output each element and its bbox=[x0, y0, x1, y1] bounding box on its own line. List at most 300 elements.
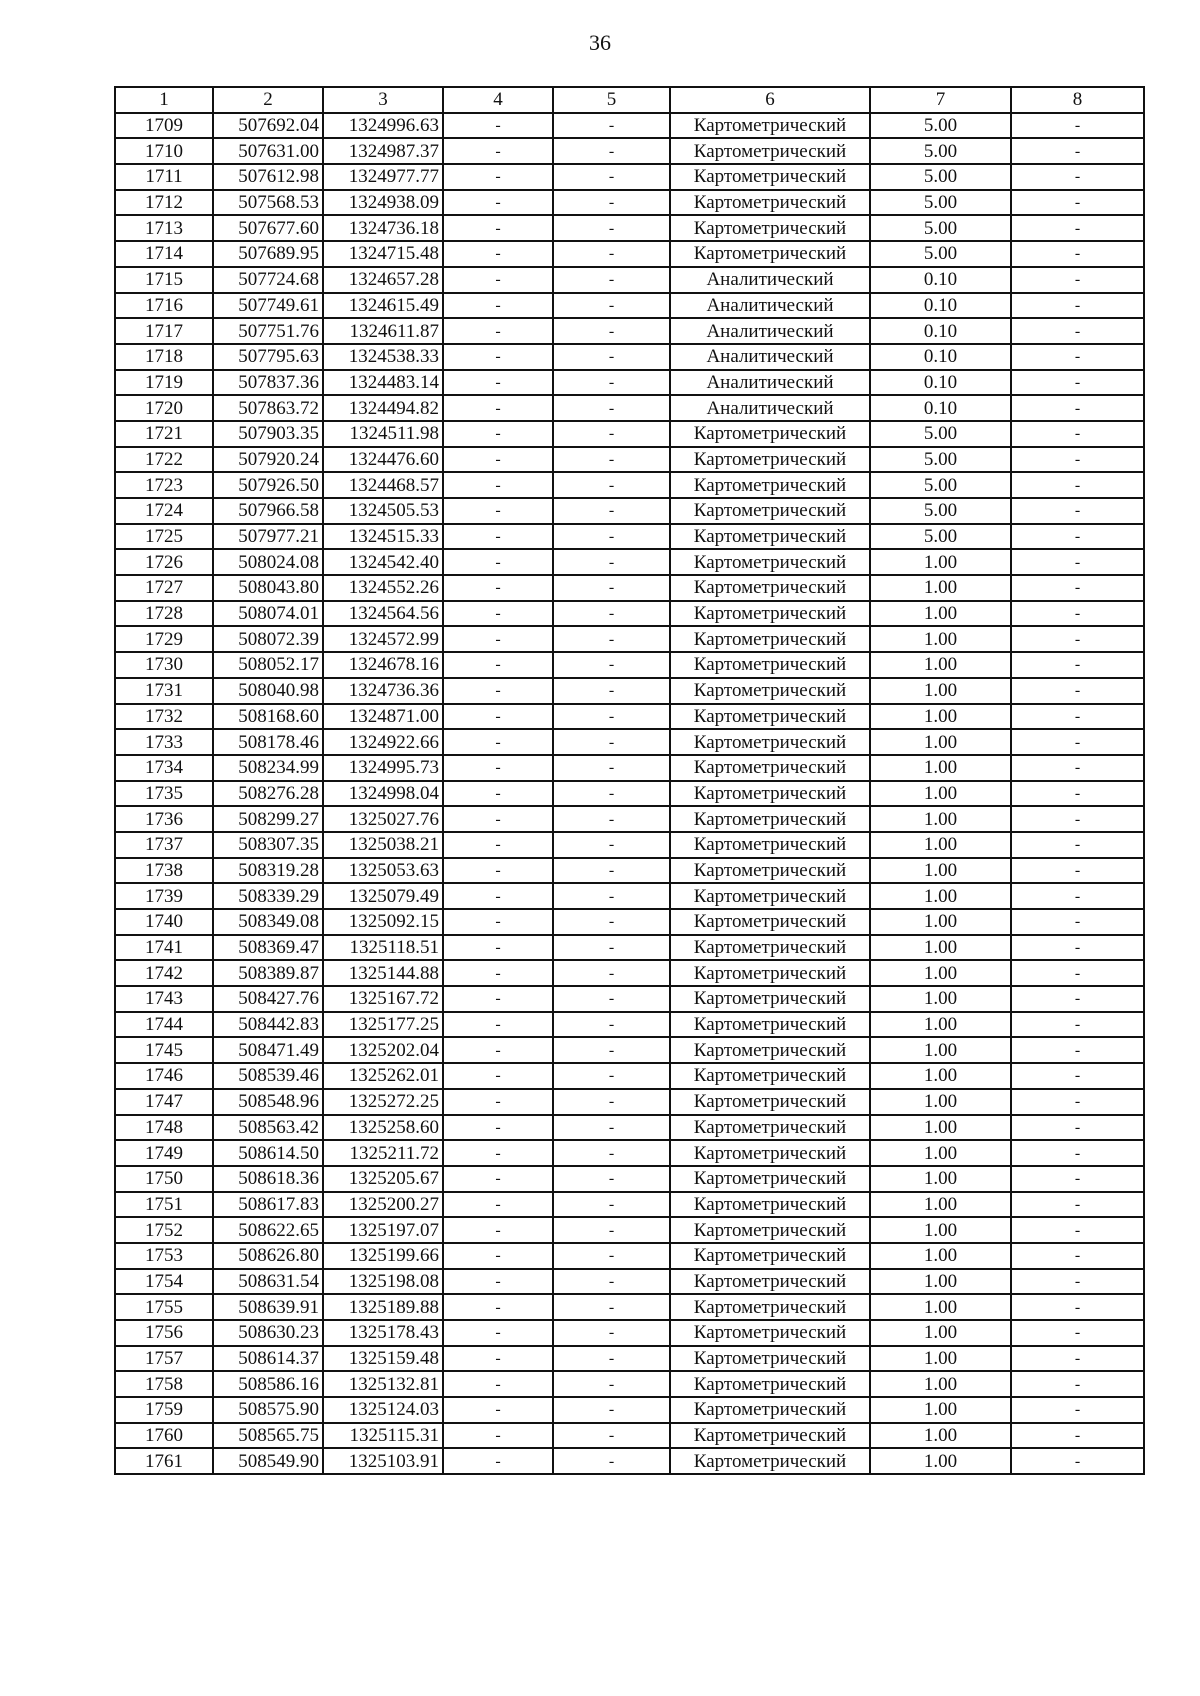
y-coordinate-cell: 1324871.00 bbox=[323, 704, 443, 730]
point-number-cell: 1719 bbox=[115, 370, 213, 396]
method-cell: Картометрический bbox=[670, 1166, 870, 1192]
col5-cell: - bbox=[553, 1346, 670, 1372]
x-coordinate-cell: 508548.96 bbox=[213, 1089, 323, 1115]
y-coordinate-cell: 1324611.87 bbox=[323, 318, 443, 344]
accuracy-cell: 1.00 bbox=[870, 704, 1011, 730]
point-number-cell: 1721 bbox=[115, 421, 213, 447]
table-row bbox=[115, 575, 1144, 601]
col8-cell: - bbox=[1011, 755, 1144, 781]
x-coordinate-cell: 508442.83 bbox=[213, 1012, 323, 1038]
y-coordinate-cell: 1324564.56 bbox=[323, 601, 443, 627]
accuracy-cell: 1.00 bbox=[870, 1012, 1011, 1038]
col8-cell: - bbox=[1011, 1371, 1144, 1397]
table-row bbox=[115, 1166, 1144, 1192]
y-coordinate-cell: 1325258.60 bbox=[323, 1115, 443, 1141]
point-number-cell: 1710 bbox=[115, 138, 213, 164]
method-cell: Картометрический bbox=[670, 549, 870, 575]
point-number-cell: 1728 bbox=[115, 601, 213, 627]
x-coordinate-cell: 507692.04 bbox=[213, 113, 323, 139]
y-coordinate-cell: 1325053.63 bbox=[323, 858, 443, 884]
accuracy-cell: 0.10 bbox=[870, 344, 1011, 370]
y-coordinate-cell: 1324511.98 bbox=[323, 421, 443, 447]
method-cell: Картометрический bbox=[670, 1037, 870, 1063]
accuracy-cell: 1.00 bbox=[870, 1320, 1011, 1346]
col5-cell: - bbox=[553, 472, 670, 498]
column-header: 7 bbox=[870, 87, 1011, 113]
col4-cell: - bbox=[443, 344, 553, 370]
x-coordinate-cell: 508043.80 bbox=[213, 575, 323, 601]
col4-cell: - bbox=[443, 909, 553, 935]
point-number-cell: 1740 bbox=[115, 909, 213, 935]
method-cell: Картометрический bbox=[670, 215, 870, 241]
method-cell: Картометрический bbox=[670, 883, 870, 909]
col5-cell: - bbox=[553, 1089, 670, 1115]
col8-cell: - bbox=[1011, 704, 1144, 730]
col5-cell: - bbox=[553, 883, 670, 909]
method-cell: Аналитический bbox=[670, 267, 870, 293]
y-coordinate-cell: 1325189.88 bbox=[323, 1294, 443, 1320]
col5-cell: - bbox=[553, 652, 670, 678]
method-cell: Картометрический bbox=[670, 1423, 870, 1449]
col5-cell: - bbox=[553, 601, 670, 627]
table-row bbox=[115, 755, 1144, 781]
col5-cell: - bbox=[553, 781, 670, 807]
col5-cell: - bbox=[553, 755, 670, 781]
col4-cell: - bbox=[443, 395, 553, 421]
accuracy-cell: 1.00 bbox=[870, 1243, 1011, 1269]
table-row bbox=[115, 1269, 1144, 1295]
col4-cell: - bbox=[443, 472, 553, 498]
accuracy-cell: 5.00 bbox=[870, 138, 1011, 164]
col5-cell: - bbox=[553, 344, 670, 370]
accuracy-cell: 1.00 bbox=[870, 1371, 1011, 1397]
col4-cell: - bbox=[443, 626, 553, 652]
point-number-cell: 1717 bbox=[115, 318, 213, 344]
accuracy-cell: 1.00 bbox=[870, 1397, 1011, 1423]
col5-cell: - bbox=[553, 164, 670, 190]
y-coordinate-cell: 1324977.77 bbox=[323, 164, 443, 190]
col4-cell: - bbox=[443, 1423, 553, 1449]
col4-cell: - bbox=[443, 832, 553, 858]
y-coordinate-cell: 1325132.81 bbox=[323, 1371, 443, 1397]
table-row bbox=[115, 601, 1144, 627]
col8-cell: - bbox=[1011, 858, 1144, 884]
col5-cell: - bbox=[553, 138, 670, 164]
col8-cell: - bbox=[1011, 293, 1144, 319]
accuracy-cell: 5.00 bbox=[870, 164, 1011, 190]
accuracy-cell: 5.00 bbox=[870, 113, 1011, 139]
accuracy-cell: 1.00 bbox=[870, 575, 1011, 601]
table-row bbox=[115, 858, 1144, 884]
col5-cell: - bbox=[553, 447, 670, 473]
point-number-cell: 1715 bbox=[115, 267, 213, 293]
column-header: 3 bbox=[323, 87, 443, 113]
y-coordinate-cell: 1324998.04 bbox=[323, 781, 443, 807]
y-coordinate-cell: 1324615.49 bbox=[323, 293, 443, 319]
col4-cell: - bbox=[443, 883, 553, 909]
table-row bbox=[115, 1140, 1144, 1166]
col8-cell: - bbox=[1011, 524, 1144, 550]
col4-cell: - bbox=[443, 421, 553, 447]
point-number-cell: 1752 bbox=[115, 1217, 213, 1243]
point-number-cell: 1711 bbox=[115, 164, 213, 190]
col8-cell: - bbox=[1011, 1115, 1144, 1141]
col5-cell: - bbox=[553, 524, 670, 550]
accuracy-cell: 0.10 bbox=[870, 318, 1011, 344]
point-number-cell: 1760 bbox=[115, 1423, 213, 1449]
method-cell: Аналитический bbox=[670, 318, 870, 344]
method-cell: Аналитический bbox=[670, 344, 870, 370]
point-number-cell: 1759 bbox=[115, 1397, 213, 1423]
col4-cell: - bbox=[443, 1012, 553, 1038]
col5-cell: - bbox=[553, 1294, 670, 1320]
point-number-cell: 1741 bbox=[115, 935, 213, 961]
table-row bbox=[115, 549, 1144, 575]
method-cell: Картометрический bbox=[670, 1448, 870, 1474]
col4-cell: - bbox=[443, 1320, 553, 1346]
point-number-cell: 1747 bbox=[115, 1089, 213, 1115]
col8-cell: - bbox=[1011, 1140, 1144, 1166]
col8-cell: - bbox=[1011, 781, 1144, 807]
col4-cell: - bbox=[443, 293, 553, 319]
x-coordinate-cell: 508299.27 bbox=[213, 806, 323, 832]
col8-cell: - bbox=[1011, 1192, 1144, 1218]
table-row bbox=[115, 1037, 1144, 1063]
point-number-cell: 1746 bbox=[115, 1063, 213, 1089]
accuracy-cell: 1.00 bbox=[870, 1294, 1011, 1320]
y-coordinate-cell: 1325178.43 bbox=[323, 1320, 443, 1346]
method-cell: Картометрический bbox=[670, 1294, 870, 1320]
col4-cell: - bbox=[443, 113, 553, 139]
col4-cell: - bbox=[443, 935, 553, 961]
col8-cell: - bbox=[1011, 883, 1144, 909]
table-row bbox=[115, 164, 1144, 190]
table-row bbox=[115, 883, 1144, 909]
y-coordinate-cell: 1324736.18 bbox=[323, 215, 443, 241]
table-row bbox=[115, 986, 1144, 1012]
point-number-cell: 1742 bbox=[115, 960, 213, 986]
accuracy-cell: 1.00 bbox=[870, 1448, 1011, 1474]
col4-cell: - bbox=[443, 704, 553, 730]
x-coordinate-cell: 507751.76 bbox=[213, 318, 323, 344]
point-number-cell: 1726 bbox=[115, 549, 213, 575]
col8-cell: - bbox=[1011, 395, 1144, 421]
y-coordinate-cell: 1324515.33 bbox=[323, 524, 443, 550]
accuracy-cell: 1.00 bbox=[870, 626, 1011, 652]
col8-cell: - bbox=[1011, 806, 1144, 832]
x-coordinate-cell: 508575.90 bbox=[213, 1397, 323, 1423]
x-coordinate-cell: 508040.98 bbox=[213, 678, 323, 704]
table-row bbox=[115, 1371, 1144, 1397]
x-coordinate-cell: 508349.08 bbox=[213, 909, 323, 935]
point-number-cell: 1722 bbox=[115, 447, 213, 473]
point-number-cell: 1727 bbox=[115, 575, 213, 601]
y-coordinate-cell: 1324538.33 bbox=[323, 344, 443, 370]
method-cell: Картометрический bbox=[670, 1269, 870, 1295]
accuracy-cell: 5.00 bbox=[870, 215, 1011, 241]
x-coordinate-cell: 508631.54 bbox=[213, 1269, 323, 1295]
col4-cell: - bbox=[443, 447, 553, 473]
col4-cell: - bbox=[443, 1140, 553, 1166]
col5-cell: - bbox=[553, 1140, 670, 1166]
accuracy-cell: 1.00 bbox=[870, 601, 1011, 627]
point-number-cell: 1720 bbox=[115, 395, 213, 421]
method-cell: Картометрический bbox=[670, 524, 870, 550]
point-number-cell: 1738 bbox=[115, 858, 213, 884]
col8-cell: - bbox=[1011, 1037, 1144, 1063]
x-coordinate-cell: 507926.50 bbox=[213, 472, 323, 498]
point-number-cell: 1733 bbox=[115, 729, 213, 755]
col8-cell: - bbox=[1011, 138, 1144, 164]
x-coordinate-cell: 508614.50 bbox=[213, 1140, 323, 1166]
y-coordinate-cell: 1324715.48 bbox=[323, 241, 443, 267]
accuracy-cell: 1.00 bbox=[870, 781, 1011, 807]
x-coordinate-cell: 508565.75 bbox=[213, 1423, 323, 1449]
table-row bbox=[115, 1115, 1144, 1141]
col4-cell: - bbox=[443, 1371, 553, 1397]
accuracy-cell: 1.00 bbox=[870, 986, 1011, 1012]
col5-cell: - bbox=[553, 832, 670, 858]
table-row bbox=[115, 1192, 1144, 1218]
y-coordinate-cell: 1324736.36 bbox=[323, 678, 443, 704]
y-coordinate-cell: 1324572.99 bbox=[323, 626, 443, 652]
y-coordinate-cell: 1324987.37 bbox=[323, 138, 443, 164]
col4-cell: - bbox=[443, 549, 553, 575]
method-cell: Картометрический bbox=[670, 626, 870, 652]
x-coordinate-cell: 507920.24 bbox=[213, 447, 323, 473]
col8-cell: - bbox=[1011, 1346, 1144, 1372]
table-row bbox=[115, 781, 1144, 807]
col4-cell: - bbox=[443, 678, 553, 704]
point-number-cell: 1716 bbox=[115, 293, 213, 319]
method-cell: Картометрический bbox=[670, 960, 870, 986]
col4-cell: - bbox=[443, 524, 553, 550]
x-coordinate-cell: 507903.35 bbox=[213, 421, 323, 447]
accuracy-cell: 0.10 bbox=[870, 395, 1011, 421]
accuracy-cell: 1.00 bbox=[870, 1115, 1011, 1141]
x-coordinate-cell: 508024.08 bbox=[213, 549, 323, 575]
x-coordinate-cell: 508639.91 bbox=[213, 1294, 323, 1320]
x-coordinate-cell: 507568.53 bbox=[213, 190, 323, 216]
method-cell: Картометрический bbox=[670, 1192, 870, 1218]
col8-cell: - bbox=[1011, 190, 1144, 216]
accuracy-cell: 1.00 bbox=[870, 1217, 1011, 1243]
column-header: 2 bbox=[213, 87, 323, 113]
col4-cell: - bbox=[443, 858, 553, 884]
accuracy-cell: 1.00 bbox=[870, 1140, 1011, 1166]
method-cell: Аналитический bbox=[670, 370, 870, 396]
col5-cell: - bbox=[553, 575, 670, 601]
col5-cell: - bbox=[553, 1192, 670, 1218]
col5-cell: - bbox=[553, 421, 670, 447]
table-row bbox=[115, 729, 1144, 755]
x-coordinate-cell: 507689.95 bbox=[213, 241, 323, 267]
y-coordinate-cell: 1324678.16 bbox=[323, 652, 443, 678]
col8-cell: - bbox=[1011, 241, 1144, 267]
table-row bbox=[115, 909, 1144, 935]
accuracy-cell: 5.00 bbox=[870, 447, 1011, 473]
point-number-cell: 1735 bbox=[115, 781, 213, 807]
col4-cell: - bbox=[443, 1063, 553, 1089]
method-cell: Картометрический bbox=[670, 164, 870, 190]
accuracy-cell: 5.00 bbox=[870, 498, 1011, 524]
x-coordinate-cell: 508319.28 bbox=[213, 858, 323, 884]
point-number-cell: 1757 bbox=[115, 1346, 213, 1372]
method-cell: Картометрический bbox=[670, 729, 870, 755]
method-cell: Картометрический bbox=[670, 935, 870, 961]
point-number-cell: 1737 bbox=[115, 832, 213, 858]
table-row bbox=[115, 704, 1144, 730]
method-cell: Картометрический bbox=[670, 781, 870, 807]
col4-cell: - bbox=[443, 960, 553, 986]
col8-cell: - bbox=[1011, 909, 1144, 935]
y-coordinate-cell: 1325144.88 bbox=[323, 960, 443, 986]
col5-cell: - bbox=[553, 1397, 670, 1423]
col5-cell: - bbox=[553, 190, 670, 216]
x-coordinate-cell: 508471.49 bbox=[213, 1037, 323, 1063]
x-coordinate-cell: 508539.46 bbox=[213, 1063, 323, 1089]
col8-cell: - bbox=[1011, 601, 1144, 627]
x-coordinate-cell: 507977.21 bbox=[213, 524, 323, 550]
col4-cell: - bbox=[443, 498, 553, 524]
col4-cell: - bbox=[443, 755, 553, 781]
y-coordinate-cell: 1325103.91 bbox=[323, 1448, 443, 1474]
column-header: 4 bbox=[443, 87, 553, 113]
col4-cell: - bbox=[443, 241, 553, 267]
col5-cell: - bbox=[553, 1012, 670, 1038]
table-row bbox=[115, 113, 1144, 139]
table-row bbox=[115, 267, 1144, 293]
col5-cell: - bbox=[553, 626, 670, 652]
point-number-cell: 1730 bbox=[115, 652, 213, 678]
x-coordinate-cell: 508617.83 bbox=[213, 1192, 323, 1218]
method-cell: Картометрический bbox=[670, 1140, 870, 1166]
col8-cell: - bbox=[1011, 1269, 1144, 1295]
point-number-cell: 1712 bbox=[115, 190, 213, 216]
x-coordinate-cell: 507749.61 bbox=[213, 293, 323, 319]
col5-cell: - bbox=[553, 1371, 670, 1397]
method-cell: Картометрический bbox=[670, 678, 870, 704]
col5-cell: - bbox=[553, 241, 670, 267]
accuracy-cell: 1.00 bbox=[870, 883, 1011, 909]
y-coordinate-cell: 1324476.60 bbox=[323, 447, 443, 473]
accuracy-cell: 1.00 bbox=[870, 549, 1011, 575]
col8-cell: - bbox=[1011, 498, 1144, 524]
y-coordinate-cell: 1325167.72 bbox=[323, 986, 443, 1012]
point-number-cell: 1729 bbox=[115, 626, 213, 652]
point-number-cell: 1724 bbox=[115, 498, 213, 524]
accuracy-cell: 0.10 bbox=[870, 267, 1011, 293]
x-coordinate-cell: 508307.35 bbox=[213, 832, 323, 858]
col5-cell: - bbox=[553, 113, 670, 139]
col5-cell: - bbox=[553, 1217, 670, 1243]
y-coordinate-cell: 1324922.66 bbox=[323, 729, 443, 755]
method-cell: Аналитический bbox=[670, 395, 870, 421]
y-coordinate-cell: 1324542.40 bbox=[323, 549, 443, 575]
y-coordinate-cell: 1325211.72 bbox=[323, 1140, 443, 1166]
method-cell: Картометрический bbox=[670, 1012, 870, 1038]
accuracy-cell: 5.00 bbox=[870, 524, 1011, 550]
method-cell: Картометрический bbox=[670, 1243, 870, 1269]
method-cell: Картометрический bbox=[670, 986, 870, 1012]
col8-cell: - bbox=[1011, 1423, 1144, 1449]
table-row bbox=[115, 832, 1144, 858]
col8-cell: - bbox=[1011, 986, 1144, 1012]
column-header: 5 bbox=[553, 87, 670, 113]
point-number-cell: 1749 bbox=[115, 1140, 213, 1166]
point-number-cell: 1745 bbox=[115, 1037, 213, 1063]
col8-cell: - bbox=[1011, 626, 1144, 652]
col5-cell: - bbox=[553, 267, 670, 293]
accuracy-cell: 1.00 bbox=[870, 1269, 1011, 1295]
method-cell: Картометрический bbox=[670, 1320, 870, 1346]
method-cell: Картометрический bbox=[670, 652, 870, 678]
table-row bbox=[115, 1217, 1144, 1243]
point-number-cell: 1723 bbox=[115, 472, 213, 498]
col4-cell: - bbox=[443, 267, 553, 293]
x-coordinate-cell: 508339.29 bbox=[213, 883, 323, 909]
x-coordinate-cell: 508622.65 bbox=[213, 1217, 323, 1243]
y-coordinate-cell: 1325118.51 bbox=[323, 935, 443, 961]
point-number-cell: 1761 bbox=[115, 1448, 213, 1474]
method-cell: Картометрический bbox=[670, 832, 870, 858]
y-coordinate-cell: 1325200.27 bbox=[323, 1192, 443, 1218]
point-number-cell: 1748 bbox=[115, 1115, 213, 1141]
table-row bbox=[115, 241, 1144, 267]
method-cell: Картометрический bbox=[670, 113, 870, 139]
method-cell: Картометрический bbox=[670, 575, 870, 601]
accuracy-cell: 1.00 bbox=[870, 1089, 1011, 1115]
y-coordinate-cell: 1324938.09 bbox=[323, 190, 443, 216]
y-coordinate-cell: 1325079.49 bbox=[323, 883, 443, 909]
accuracy-cell: 0.10 bbox=[870, 293, 1011, 319]
y-coordinate-cell: 1325115.31 bbox=[323, 1423, 443, 1449]
table-row bbox=[115, 318, 1144, 344]
table-row bbox=[115, 806, 1144, 832]
col8-cell: - bbox=[1011, 678, 1144, 704]
x-coordinate-cell: 508276.28 bbox=[213, 781, 323, 807]
method-cell: Картометрический bbox=[670, 472, 870, 498]
y-coordinate-cell: 1325205.67 bbox=[323, 1166, 443, 1192]
col8-cell: - bbox=[1011, 1397, 1144, 1423]
y-coordinate-cell: 1324468.57 bbox=[323, 472, 443, 498]
col8-cell: - bbox=[1011, 1012, 1144, 1038]
point-number-cell: 1751 bbox=[115, 1192, 213, 1218]
col5-cell: - bbox=[553, 704, 670, 730]
col5-cell: - bbox=[553, 1037, 670, 1063]
col5-cell: - bbox=[553, 370, 670, 396]
col8-cell: - bbox=[1011, 1294, 1144, 1320]
y-coordinate-cell: 1325038.21 bbox=[323, 832, 443, 858]
col4-cell: - bbox=[443, 806, 553, 832]
col8-cell: - bbox=[1011, 472, 1144, 498]
page-number: 36 bbox=[589, 30, 611, 55]
method-cell: Картометрический bbox=[670, 909, 870, 935]
table-row bbox=[115, 395, 1144, 421]
y-coordinate-cell: 1324494.82 bbox=[323, 395, 443, 421]
accuracy-cell: 1.00 bbox=[870, 678, 1011, 704]
col5-cell: - bbox=[553, 1115, 670, 1141]
col8-cell: - bbox=[1011, 960, 1144, 986]
table-header-row bbox=[115, 87, 1144, 113]
col4-cell: - bbox=[443, 1089, 553, 1115]
y-coordinate-cell: 1325124.03 bbox=[323, 1397, 443, 1423]
accuracy-cell: 1.00 bbox=[870, 755, 1011, 781]
accuracy-cell: 1.00 bbox=[870, 806, 1011, 832]
point-number-cell: 1714 bbox=[115, 241, 213, 267]
x-coordinate-cell: 508389.87 bbox=[213, 960, 323, 986]
table-row bbox=[115, 935, 1144, 961]
